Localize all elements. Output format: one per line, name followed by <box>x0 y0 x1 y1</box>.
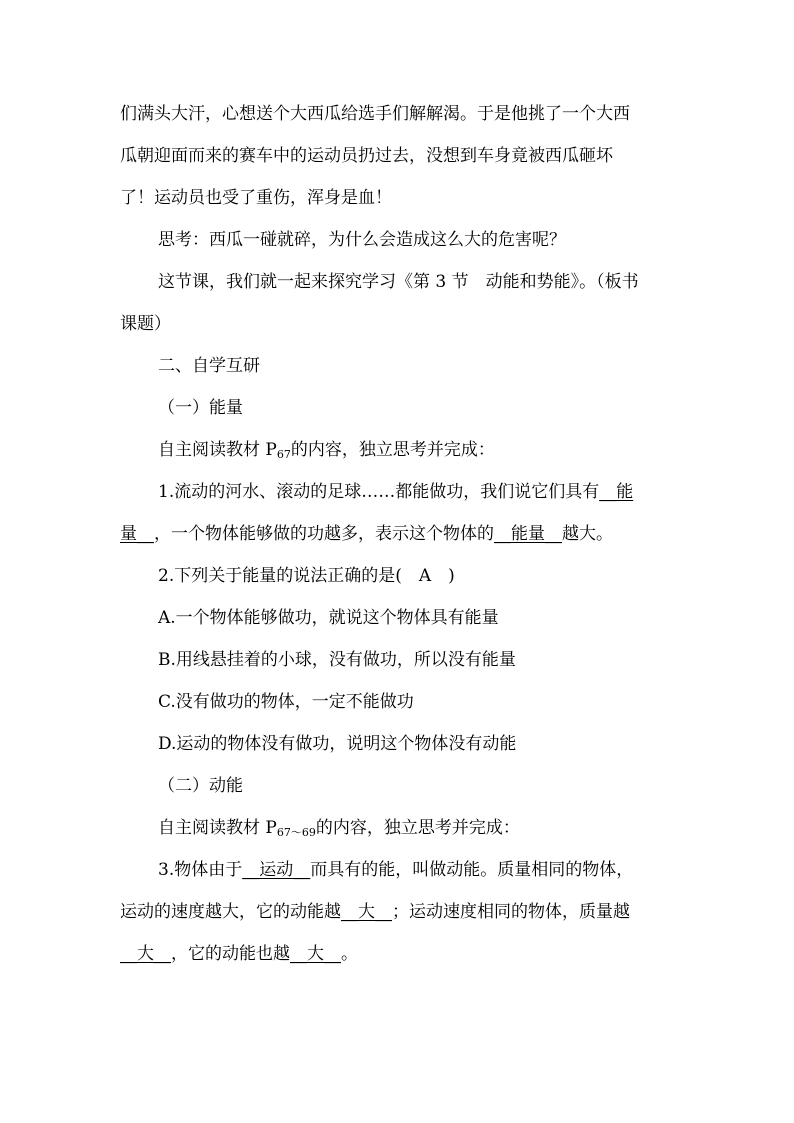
question-text: 3.物体由于 <box>158 860 243 880</box>
question-2: 2.下列关于能量的说法正确的是( A ) <box>158 566 455 586</box>
story-line-1: 们满头大汗，心想送个大西瓜给选手们解解渴。于是他挑了一个大西 <box>120 104 630 124</box>
question-3-line-1 <box>158 859 633 881</box>
intro-line-1: 这节课，我们就一起来探究学习《第 3 节 动能和势能》。（板书 <box>158 272 639 292</box>
question-text: 1.流动的河水、滚动的足球……都能做功，我们说它们具有 <box>158 482 600 502</box>
answer-blank: __大__ <box>120 944 171 964</box>
answer-blank: __运动__ <box>242 860 311 880</box>
question-text: 而具有的能，叫做动能。质量相同的物体， <box>310 860 634 880</box>
intro-line-2: 课题） <box>120 314 171 334</box>
question-1-line-1 <box>158 481 633 503</box>
reading-instruction-2 <box>158 817 520 839</box>
answer-blank: 量__ <box>120 524 154 544</box>
story-line-2: 瓜朝迎面而来的赛车中的运动员扔过去，没想到车身竟被西瓜砸坏 <box>120 146 613 166</box>
question-text: ，一个物体能够做的功越多，表示这个物体的 <box>154 524 494 544</box>
question-text: ；运动速度相同的物体，质量越 <box>392 902 630 922</box>
reading-instruction-text: 自主阅读教材 P <box>158 818 277 838</box>
option-b: B.用线悬挂着的小球，没有做功，所以没有能量 <box>158 650 516 670</box>
question-3-line-2 <box>120 901 630 923</box>
question-text: 越大。 <box>562 524 613 544</box>
section-heading: 二、自学互研 <box>158 356 260 376</box>
answer-blank: __大__ <box>341 902 392 922</box>
think-question: 思考：西瓜一碰就碎，为什么会造成这么大的危害呢？ <box>158 230 566 250</box>
page-ref-subscript: 67 <box>276 448 291 461</box>
option-d: D.运动的物体没有做功，说明这个物体没有动能 <box>158 734 517 754</box>
page-ref-subscript: 67～69 <box>276 826 316 839</box>
option-c: C.没有做功的物体，一定不能做功 <box>158 692 414 712</box>
answer-blank: __能量__ <box>494 524 562 544</box>
option-a: A.一个物体能够做功，就说这个物体具有能量 <box>158 608 499 628</box>
reading-instruction-text: 自主阅读教材 P <box>158 440 277 460</box>
subsection-kinetic-heading: （二）动能 <box>158 776 243 796</box>
answer-blank: __能 <box>599 482 634 502</box>
question-3-line-3 <box>120 943 358 965</box>
question-text: 运动的速度越大，它的动能越 <box>120 902 341 922</box>
question-1-line-2 <box>120 523 613 545</box>
story-line-3: 了！运动员也受了重伤，浑身是血！ <box>120 188 392 208</box>
subsection-energy-heading: （一）能量 <box>158 398 243 418</box>
reading-instruction-1 <box>158 439 495 461</box>
reading-instruction-text: 的内容，独立思考并完成： <box>290 440 495 460</box>
question-text: 。 <box>341 944 358 964</box>
answer-blank: __大__ <box>290 944 341 964</box>
reading-instruction-text: 的内容，独立思考并完成： <box>315 818 520 838</box>
question-text: ，它的动能也越 <box>171 944 290 964</box>
